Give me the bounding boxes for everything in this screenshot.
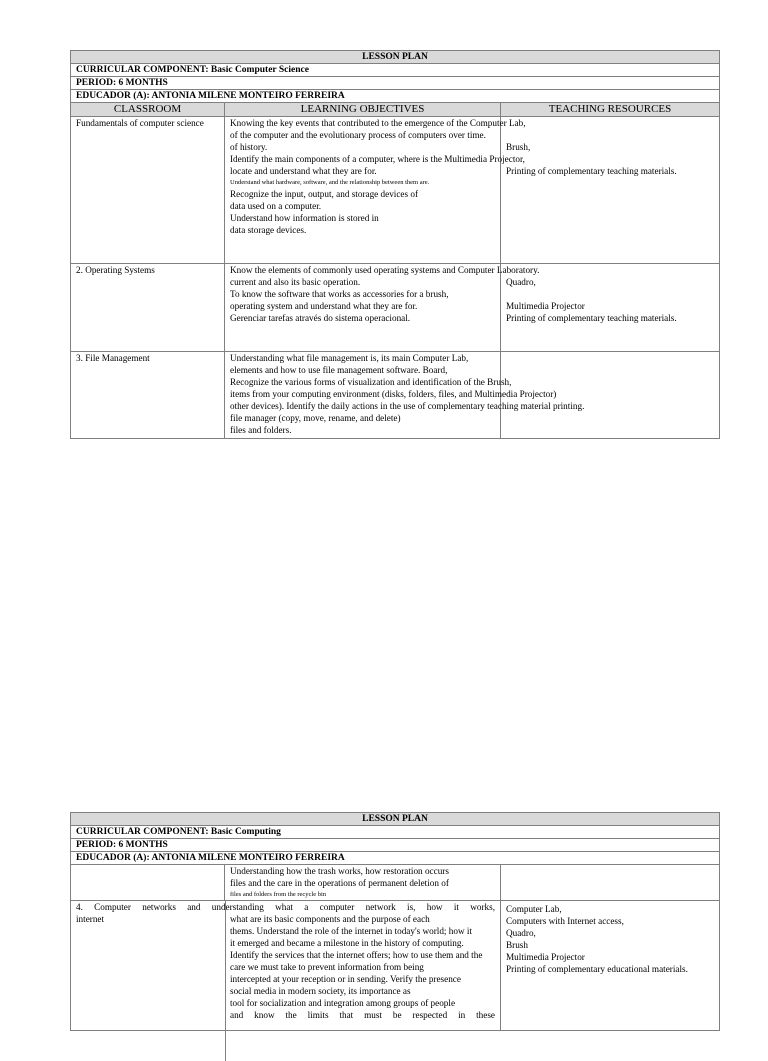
- objective-line: items from your computing environment (disks, folders, files, and Multimedia Projector): [230, 389, 557, 399]
- objective-line: tool for socialization and integration among groups of people: [230, 998, 456, 1008]
- table-row: [71, 117, 720, 264]
- objective-line: Understanding what file management is, its main Computer Lab,: [230, 353, 469, 363]
- educator: EDUCADOR (A): ANTONIA MILENE MONTEIRO FERREIRA: [71, 852, 720, 865]
- objective-line: Understand what hardware, software, and the relationship between them are.: [230, 179, 430, 186]
- objective-line: files and the care in the operations of permanent deletion of: [230, 878, 449, 888]
- table-row: [71, 901, 720, 1031]
- classroom-cell: 3. File Management: [71, 352, 225, 439]
- objective-line: locate and understand what they are for.: [230, 166, 377, 176]
- resource-line: Printing of complementary educational materials.: [506, 964, 688, 974]
- resource-line: Computers with Internet access,: [506, 916, 624, 926]
- table-row: [71, 352, 720, 439]
- objective-line: Identify the services that the internet offers; how to use them and the: [230, 950, 483, 960]
- period: PERIOD: 6 MONTHS: [71, 77, 720, 90]
- objective-line: intercepted at your reception or in sending. Verify the presence: [230, 974, 461, 984]
- resources-cell: [501, 264, 720, 352]
- objective-line: files and folders from the recycle bin: [230, 891, 327, 898]
- objective-line: operating system and understand what they are for.: [230, 301, 418, 311]
- table-title: LESSON PLAN: [71, 813, 720, 826]
- objective-line: it emerged and became a milestone in the history of computing.: [230, 938, 464, 948]
- resource-line: Computer Lab,: [506, 904, 562, 914]
- classroom-objectives-cell: [71, 901, 501, 1031]
- objective-line: Understanding how the trash works, how restoration occurs: [230, 866, 449, 876]
- classroom-label-line: 4. Computer networks and understanding what a computer network is, how it works,: [76, 902, 495, 912]
- objective-line: what are its basic components and the purpose of each: [230, 914, 430, 924]
- objective-line: other devices). Identify the daily actions in the use of complementary teaching material printing.: [230, 401, 585, 411]
- objective-line: Understand how information is stored in: [230, 213, 379, 223]
- objective-line: thems. Understand the role of the internet in today's world; how it: [230, 926, 473, 936]
- curricular-component: CURRICULAR COMPONENT: Basic Computer Science: [71, 64, 720, 77]
- classroom-cell: Fundamentals of computer science: [71, 117, 225, 264]
- objective-line: To know the software that works as accessories for a brush,: [230, 289, 449, 299]
- column-header-resources: TEACHING RESOURCES: [501, 103, 720, 117]
- resource-line: Printing of complementary teaching materials.: [506, 166, 677, 176]
- resources-cell: [501, 901, 720, 1031]
- resource-line: Multimedia Projector: [506, 301, 585, 311]
- objective-line: and know the limits that must be respected in these: [230, 1010, 495, 1020]
- classroom-cell: 2. Operating Systems: [71, 264, 225, 352]
- objective-line: elements and how to use file management software. Board,: [230, 365, 448, 375]
- objective-line: care we must take to prevent information from being: [230, 962, 424, 972]
- resource-line: Multimedia Projector: [506, 952, 585, 962]
- resource-line: Brush,: [506, 142, 531, 152]
- objective-line: Recognize the various forms of visualization and identification of the Brush,: [230, 377, 512, 387]
- objective-line: of history.: [230, 142, 268, 152]
- objective-line: social media in modern society, its importance as: [230, 986, 411, 996]
- objective-line: current and also its basic operation.: [230, 277, 361, 287]
- resources-cell: [501, 117, 720, 264]
- resource-line: Quadro,: [506, 277, 536, 287]
- table-row: [71, 264, 720, 352]
- objective-line: of the computer and the evolutionary process of computers over time.: [230, 130, 486, 140]
- column-header-objectives: LEARNING OBJECTIVES: [225, 103, 501, 117]
- objectives-cell: [225, 352, 585, 439]
- table-row: [71, 865, 720, 901]
- objective-line: Recognize the input, output, and storage devices of: [230, 189, 419, 199]
- resource-line: Printing of complementary teaching materials.: [506, 313, 677, 323]
- objective-line: Know the elements of commonly used operating systems and Computer Laboratory.: [230, 265, 540, 275]
- objective-line: Knowing the key events that contributed to the emergence of the Computer Lab,: [230, 118, 526, 128]
- objective-line: Gerenciar tarefas através do sistema operacional.: [230, 313, 411, 323]
- objective-line: files and folders.: [230, 425, 292, 435]
- objective-line: Identify the main components of a computer, where is the Multimedia Projector,: [230, 154, 525, 164]
- classroom-cell: [71, 865, 225, 901]
- lesson-plan-table-1: [70, 50, 720, 439]
- objective-line: data storage devices.: [230, 225, 307, 235]
- objectives-cell: [225, 865, 501, 901]
- table-title: LESSON PLAN: [71, 51, 720, 64]
- lesson-plan-table-2: [70, 812, 720, 1031]
- resources-cell: [501, 865, 720, 901]
- column-header-classroom: CLASSROOM: [71, 103, 225, 117]
- objective-line: file manager (copy, move, rename, and delete): [230, 413, 401, 423]
- educator: EDUCADOR (A): ANTONIA MILENE MONTEIRO FERREIRA: [71, 90, 720, 103]
- objective-line: data used on a computer.: [230, 201, 322, 211]
- period: PERIOD: 6 MONTHS: [71, 839, 720, 852]
- resource-line: Quadro,: [506, 928, 536, 938]
- resource-line: Brush: [506, 940, 528, 950]
- classroom-label-line: internet: [76, 914, 105, 924]
- curricular-component: CURRICULAR COMPONENT: Basic Computing: [71, 826, 720, 839]
